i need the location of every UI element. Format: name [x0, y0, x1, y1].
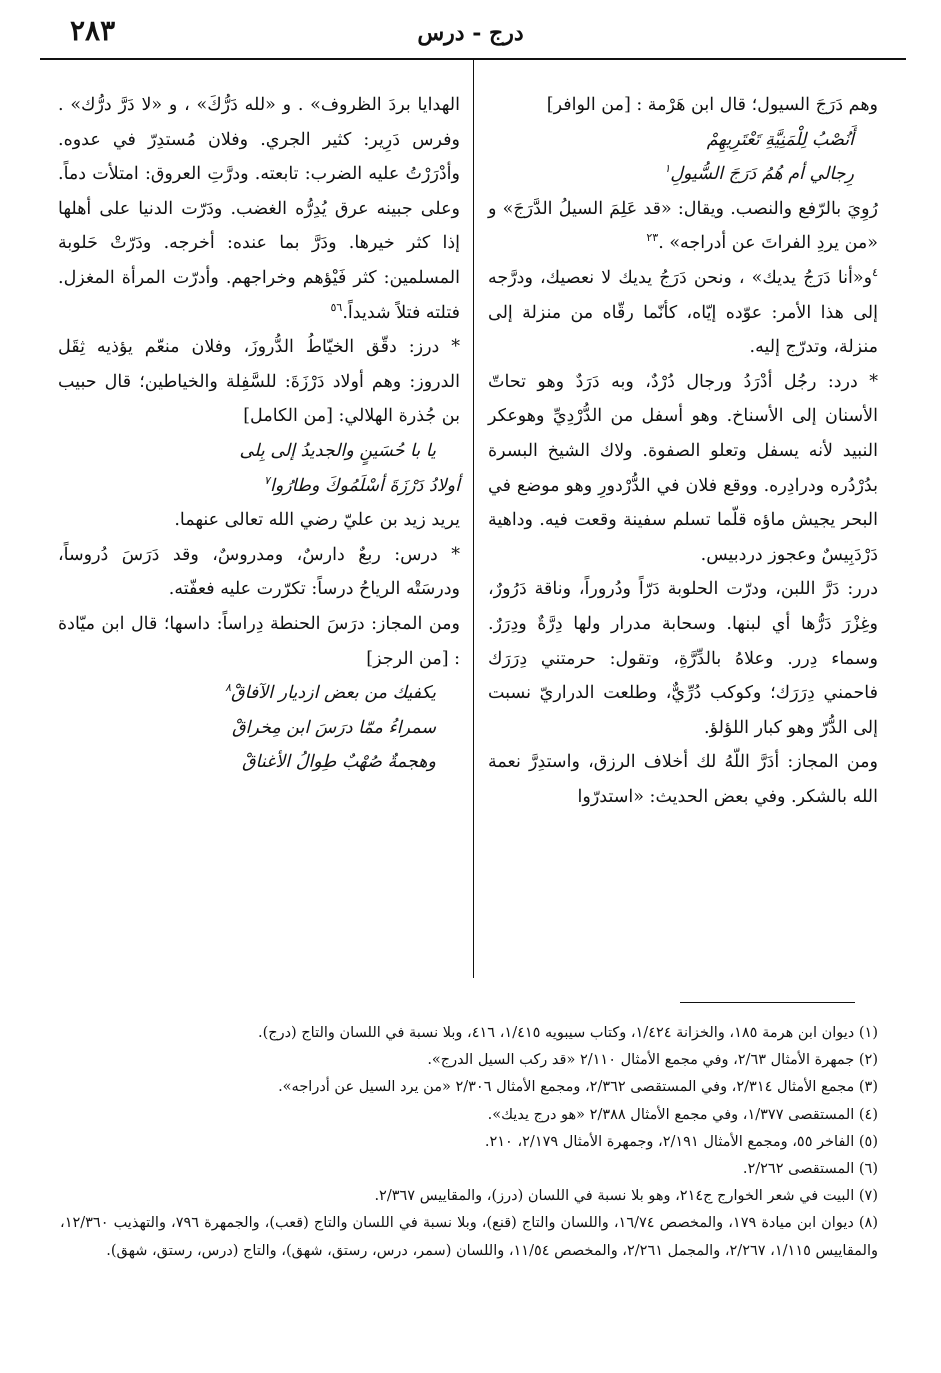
footnote-ref: ٣	[652, 231, 659, 245]
right-column	[488, 88, 878, 814]
footnote-ref: ٢	[646, 231, 653, 245]
verse-line: أَنُصْبُ لِلْمَنِيَّةِ تَعْتَرِيهِمْ	[706, 129, 854, 150]
column-divider	[473, 58, 474, 978]
left-column	[58, 88, 460, 780]
footnote-ref: ٦	[336, 300, 343, 314]
entry-majaz: ومن المجاز: أدَرَّ اللّهُ لك أخلاف الرزق، واستدِرَّ نعمة الله بالشكر. وفي بعض الحديث: «استدرّوا	[488, 752, 878, 807]
entry-dars: * درس: ربعٌ دارسٌ، ومدروسٌ، وقد دَرَسَ دُروساً، ودرسَتْه الرياحُ درساً: تكرّرت عليه فعفّته.	[58, 544, 460, 600]
entry-darar: درر: دَرَّ اللبن، ودرّت الحلوبة دَرّاً ودُروراً، وناقة دَرُورٌ، وغِزْرَ دَرُّها أي لبنها. وسحابة مدرار ولها دِرَّةٌ ودِرَرٌ. وسماء دِرر. وعلاهُ بالدِّرَّةِ، وتقول: حرمتني دِرَرَك فاحمني دِرَرَك؛ وكوكب دُرِّيٌّ، وطلعت الدراريّ نسبت إلى الدُّرّ وهو كبار اللؤلؤ.	[488, 579, 878, 738]
verse-line: يا با حُسَينٍ والجديدُ إلى بِلى	[239, 440, 436, 461]
footnote: (٧) البيت في شعر الخوارج ج٢١٤، وهو بلا نسبة في اللسان (درز)، والمقاييس ٢/٣٦٧.	[374, 1188, 878, 1205]
verse-line	[488, 157, 878, 192]
verse-line: سمراءُ ممّا درَسَ ابن مِخراقْ	[231, 717, 436, 738]
footnote: (٢) جمهرة الأمثال ٢/٦٣، وفي مجمع الأمثال ٢/١١٠ «قد ركب السيل الدرج».	[427, 1052, 878, 1069]
entry-majaz: ومن المجاز: درَسَ الحنطة دِراساً: داسها؛ قال ابن ميّادة : [من الرجز]	[58, 613, 460, 669]
entry-text-span: رُوِيَ بالرّفع والنصب. ويقال: «قد عَلِمَ السيلُ الدَّرَجَ» و «من يردِ الفراتَ عن أدراجه» .	[488, 198, 878, 254]
verse-line	[58, 676, 460, 711]
entry-dard: * درد: رجُل أدْرَدُ ورجال دُرْدٌ، وبه دَرَدٌ وهو تحاتّ الأسنان إلى الأسناخ. وهو أسفل من الدُّرْدِيِّ وهوعكر النبيد لأنه يسفل وتعلو الصفوة. ولاك الشيخ البسرة بدُرْدُره ودرادِره. ووقع فلان في الدُّرْدورِ وهو موضع في البحر يجيش ماؤه قلّما تسلم سفينة وقعت فيه. وداهية دَرْدَبِيسٌ وعجوز دردبيس.	[488, 371, 878, 565]
footnote: (٤) المستقصى ١/٣٧٧، وفي مجمع الأمثال ٢/٣٨٨ «هو درج يديك».	[487, 1106, 878, 1123]
running-title: درج - درس	[417, 20, 524, 46]
footnote: (٦) المستقصى ٢/٢٦٢.	[742, 1161, 878, 1178]
entry-darz: * درز: دقّق الخيّاطُ الدُّروزَ، وفلان منعّم يؤذيه ثِقَل الدروز: وهم أولاد دَرْزَةَ: للسَّفِلة والخياطين؛ قال حبيب بن جُذرة الهلالي: [من الكامل]	[58, 337, 460, 427]
verse-text: أولادُ دَرْزَةَ أسْلَمُوكَ وطارُوا	[269, 475, 460, 496]
footnote-ref: ٧	[264, 473, 270, 487]
entry-text	[488, 261, 878, 365]
verse-line: وهجمةٌ صُهْبٌ طِوالُ الأغناقْ	[241, 752, 436, 773]
entry-text-span: الهدايا بردَ الظروف» . و «لله دَرُّكَ» ، و «لا دَرَّ درُّك» . وفرس دَرِير: كثير الجري. وفلان مُستدِرّ في عدوه. وأدْرَرْتُ عليه الضرب: تابعته. ودرَّتِ العروق: امتلأت دماً. وعلى جبينه عرق يُدِرُّه الغضب. ودَرّت الدنيا على أهلها إذا كثر خيرها. ودَرَّ بما عنده: أخرجه. ودَرّتْ حَلوبة المسلمين: كثر فَيْؤهم وخراجهم. وأدرّت المرأة المغزل. فتلته فتلاً شديداً.	[58, 95, 460, 323]
verse-line	[58, 469, 460, 504]
footnote-ref: ١	[664, 162, 671, 176]
verse-text: رِجالي أم هُمُ دَرَجَ السُّيولِ	[670, 164, 854, 185]
footnote: (٥) الفاخر ٥٥، ومجمع الأمثال ٢/١٩١، وجمهرة الأمثال ٢/١٧٩، ٢١٠.	[484, 1133, 878, 1150]
footnote-ref: ٨	[225, 681, 231, 695]
footnote: (٣) مجمع الأمثال ٢/٣١٤، وفي المستقصى ٢/٣٦٢، ومجمع الأمثال ٢/٣٠٦ «من يرد السيل عن أدراجه».	[278, 1079, 878, 1096]
footnote-rule	[680, 1002, 855, 1003]
footnote: (٨) ديوان ابن ميادة ١٧٩، والمخصص ١٦/٧٤، واللسان والتاج (قنع)، وبلا نسبة في اللسان والتاج (قعب)، والجمهرة ٧٩٦، والتهذيب ١٢/٣٦٠، والمقاييس ١/١١٥، ٢/٢٦٧، والمجمل ٢/٢٦١، والمخصص ١١/٥٤، واللسان (سمر، درس، رستق، شهق)، والتاج (درس، رستق، شهق).	[60, 1215, 878, 1259]
footnotes	[60, 1020, 878, 1265]
page-header	[40, 12, 901, 60]
footnote: (١) ديوان ابن هرمة ١٨٥، والخزانة ١/٤٢٤، وكتاب سيبويه ١/٤١٥، ٤١٦، وبلا نسبة في اللسان والتاج (درج).	[257, 1025, 878, 1041]
entry-text-span: و«أنا دَرَجُ يديك» ، ونحن دَرَجُ يديك لا نعصيك، ودرَّجه إلى هذا الأمر: عوّده إيّاه، كأنّما رقّاه من منزلة إلى منزلة، وتدرّج إليه.	[488, 267, 878, 358]
entry-text: وهم دَرَجَ السيول؛ قال ابن هَرْمة : [من الوافر]	[546, 95, 878, 115]
footnote-ref: ٥	[330, 300, 337, 314]
footnote-ref: ٤	[872, 266, 878, 280]
entry-text	[488, 192, 878, 261]
entry-text	[58, 88, 460, 330]
entry-text: يريد زيد بن عليّ رضي الله تعالى عنهما.	[174, 510, 460, 531]
page-number: ٢٨٣	[70, 14, 116, 47]
verse-text: يكفيك من بعض ازديار الآفاقْ	[231, 683, 436, 704]
